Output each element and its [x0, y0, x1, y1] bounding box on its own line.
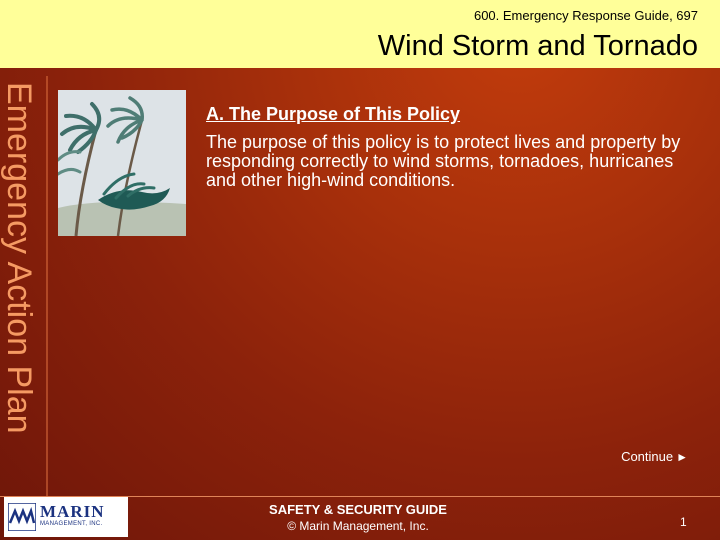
sidebar-divider	[46, 76, 48, 496]
header-subtitle: 600. Emergency Response Guide, 697	[473, 8, 698, 23]
sidebar-vertical-title-text: Emergency Action Plan	[0, 82, 38, 434]
sidebar-vertical-title	[0, 82, 44, 482]
continue-link[interactable]	[621, 449, 688, 464]
header-bar	[0, 0, 720, 68]
continue-label: Continue	[621, 449, 674, 464]
page-number: 1	[680, 515, 687, 529]
right-arrow-icon: ►	[676, 450, 688, 464]
logo-name: MARIN	[40, 502, 105, 521]
marin-management-logo	[4, 497, 128, 537]
zigzag-logo-icon	[8, 503, 36, 531]
storm-palm-trees-image	[58, 90, 186, 236]
section-heading: A. The Purpose of This Policy	[206, 104, 461, 124]
footer-guide-title: SAFETY & SECURITY GUIDE	[269, 502, 447, 517]
policy-body-text: The purpose of this policy is to protect lives and property by responding correctly to wind storms, tornadoes, hurricanes and other high-wind conditions.	[206, 132, 681, 190]
logo-subtitle: MANAGEMENT, INC.	[40, 521, 103, 527]
slide-title: Wind Storm and Tornado	[377, 30, 698, 62]
footer-copyright: © Marin Management, Inc.	[287, 519, 429, 533]
